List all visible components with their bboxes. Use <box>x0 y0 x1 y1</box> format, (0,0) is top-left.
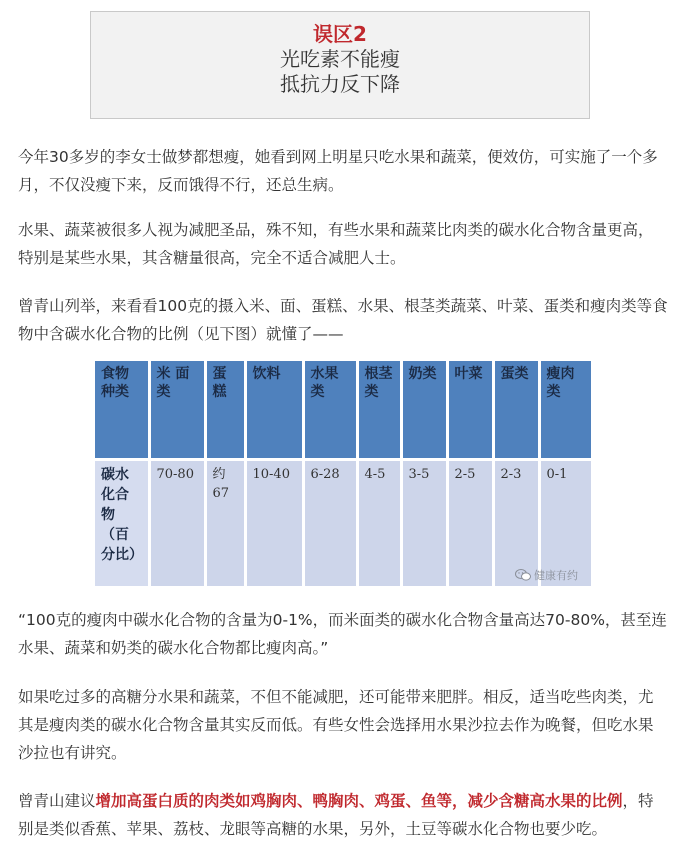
callout-title: 误区2 <box>313 22 367 46</box>
table-header-cell: 米 面类 <box>149 361 205 459</box>
table-cell: 4-5 <box>357 459 401 586</box>
table-cell: 3-5 <box>401 459 447 586</box>
paragraph-2: 水果、蔬菜被很多人视为减肥圣品，殊不知，有些水果和蔬菜比肉类的碳水化合物含量更高，特别是某些水果，其含糖量很高，完全不适合减肥人士。 <box>18 221 654 267</box>
table-header-cell: 瘦肉类 <box>539 361 592 459</box>
callout-line-2: 抵抗力反下降 <box>280 72 400 96</box>
table-cell: 2-5 <box>447 459 493 586</box>
table-header-cell: 蛋糕 <box>205 361 245 459</box>
wechat-icon <box>515 569 531 581</box>
table-header-cell: 水果类 <box>303 361 357 459</box>
watermark-text: 健康有约 <box>534 569 578 582</box>
paragraph-6 <box>18 787 668 843</box>
table-cell: 70-80 <box>149 459 205 586</box>
watermark <box>515 567 578 583</box>
paragraph-6-tail: ，特别是类似香蕉、苹果、荔枝、龙眼等高糖的水果，另外，土豆等碳水化合物也要少吃。 <box>18 792 654 838</box>
carb-table-figure <box>95 361 592 586</box>
table-header-cell: 叶菜 <box>447 361 493 459</box>
table-header-cell: 食物种类 <box>95 361 149 459</box>
paragraph-5: 如果吃过多的高糖分水果和蔬菜，不但不能减肥，还可能带来肥胖。相反，适当吃些肉类，尤其是瘦肉类的碳水化合物含量其实反而低。有些女性会选择用水果沙拉去作为晚餐，但吃水果沙拉也有讲究。 <box>18 688 654 762</box>
table-cell: 6-28 <box>303 459 357 586</box>
paragraph-6-highlight: 增加高蛋白质的肉类如鸡胸肉、鸭胸肉、鸡蛋、鱼等，减少含糖高水果的比例 <box>95 792 623 810</box>
myth-callout-box <box>90 11 590 119</box>
table-header-row <box>95 361 592 459</box>
table-cell: 10-40 <box>245 459 303 586</box>
callout-line-1: 光吃素不能瘦 <box>280 47 400 71</box>
paragraph-1: 今年30多岁的李女士做梦都想瘦，她看到网上明星只吃水果和蔬菜，便效仿，可实施了一个多月，不仅没瘦下来，反而饿得不行，还总生病。 <box>18 148 658 194</box>
paragraph-4: “100克的瘦肉中碳水化合物的含量为0-1%，而米面类的碳水化合物含量高达70-80%，甚至连水果、蔬菜和奶类的碳水化合物都比瘦肉高。” <box>18 611 667 657</box>
paragraph-3: 曾青山列举，来看看100克的摄入米、面、蛋糕、水果、根茎类蔬菜、叶菜、蛋类和瘦肉类等食物中含碳水化合物的比例（见下图）就懂了—— <box>18 297 668 343</box>
carb-table <box>95 361 594 586</box>
table-header-cell: 奶类 <box>401 361 447 459</box>
table-header-cell: 蛋类 <box>493 361 539 459</box>
table-cell: 0-1 <box>539 459 592 586</box>
table-header-cell: 根茎类 <box>357 361 401 459</box>
table-header-cell: 饮料 <box>245 361 303 459</box>
table-cell: 2-3 <box>493 459 539 586</box>
table-cell: 约67 <box>205 459 245 586</box>
table-row-label: 碳水化合物 （百分比） <box>95 459 149 586</box>
paragraph-6-lead: 曾青山建议 <box>18 792 96 810</box>
